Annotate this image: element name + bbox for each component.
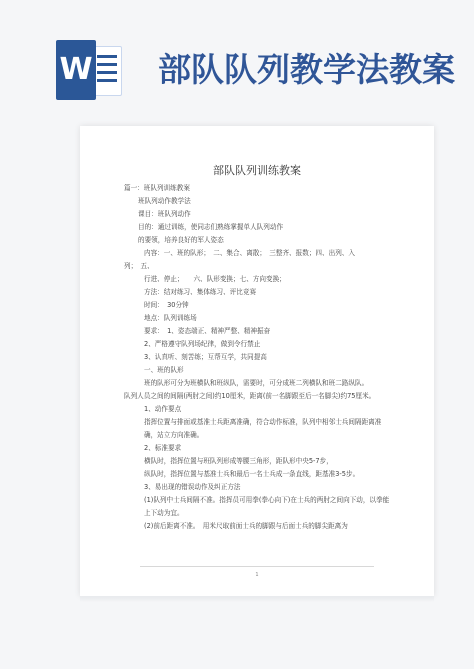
footer-divider — [140, 566, 374, 567]
text-line: 篇一：班队列训练教案 — [124, 184, 190, 192]
text-line: 的要领，培养良好的军人姿态 — [138, 236, 224, 244]
text-line: 2、标准要求 — [144, 444, 182, 452]
document-heading: 部队队列训练教案 — [213, 164, 301, 177]
page-title: 部队队列教学法教案 — [158, 50, 455, 89]
text-line: 目的：通过训练，使同志们熟练掌握单人队列动作 — [138, 223, 284, 231]
word-logo-letter: W — [56, 40, 96, 100]
text-line: 3、认真听、刻苦练；互帮互学，共同提高 — [144, 353, 267, 361]
text-line: (2)前后距离不准。 用米尺取前面士兵的脚跟与后面士兵的脚尖距离为 — [144, 522, 348, 530]
text-line: 横队时，指挥位置与班队列形成等腰三角形，距队形中央5-7步， — [144, 457, 333, 465]
text-line: 方法：结对练习、集体练习、评比竞赛 — [144, 288, 257, 296]
text-line: 要求： 1、姿态端正、精神严整、精神振奋 — [144, 327, 271, 335]
text-line: 指挥位置与排面或基准士兵距离准确，符合动作标准，队列中相邻士兵间隔距离准确，站立方向准确。 — [144, 418, 382, 439]
text-line: 时间： 30分钟 — [144, 301, 189, 309]
text-line: 3、易出现的错误动作及纠正方法 — [144, 483, 241, 491]
document-body — [124, 182, 392, 533]
text-line: 列； 五、 — [124, 262, 154, 270]
text-line: 内容：一、班的队形； 二、集合、离散； 三整齐、报数；四、出列、入 — [144, 249, 355, 257]
text-line: 纵队时，指挥位置与基准士兵和最后一名士兵成一条直线，距基准3-5步。 — [144, 470, 360, 478]
word-document-icon — [56, 40, 122, 100]
section-heading: 一、班的队形 — [144, 366, 184, 374]
text-line: 课目：班队列动作 — [138, 210, 191, 218]
text-line: 2、严格遵守队列场纪律，做到令行禁止 — [144, 340, 261, 348]
text-line: 班队列动作教学法 — [138, 197, 191, 205]
text-line: 行进、停止； 六、队形变换；七、方向变换； — [144, 275, 286, 283]
page-shadow — [80, 596, 434, 602]
text-line: (1)队列中士兵间隔不准。指挥员可用拳(拳心向下)在士兵的两肘之间向下动，以拳能上下动为宜。 — [144, 496, 390, 517]
text-line: 地点：队列训练场 — [144, 314, 197, 322]
header — [0, 0, 474, 118]
text-line: 1、动作要点 — [144, 405, 182, 413]
text-line: 队列人员之间的间隔(两肘之间)约10厘米，距离(前一名脚跟至后一名脚尖)约75厘米。 — [124, 392, 376, 400]
text-line: 班的队形可分为班横队和班纵队，需要时，可分成班二列横队和班二路纵队。 — [144, 379, 369, 387]
page-number: 1 — [255, 572, 259, 578]
document-page — [80, 126, 434, 596]
